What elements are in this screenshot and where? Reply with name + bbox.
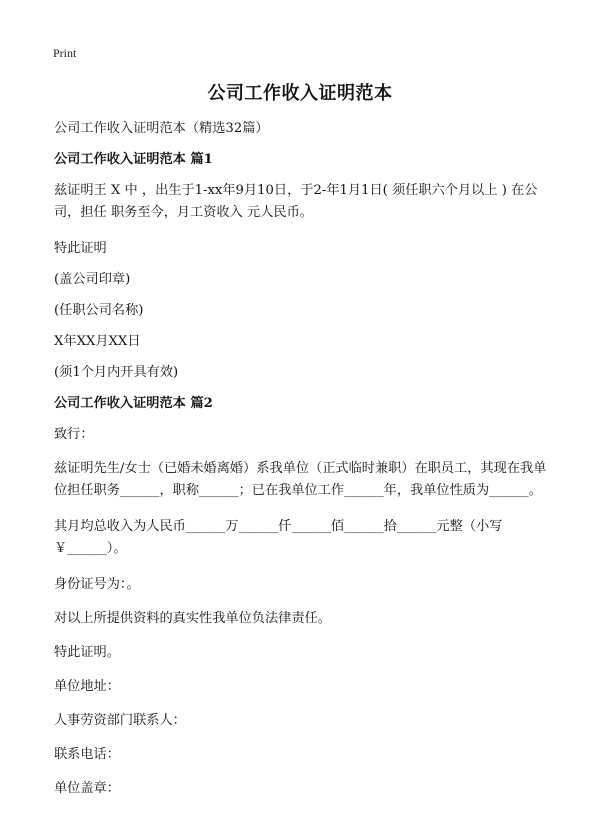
section-heading-2: 公司工作收入证明范本 篇2 — [54, 396, 213, 411]
section2-salutation: 致行： — [54, 427, 94, 442]
section1-certify: 特此证明 — [54, 241, 107, 256]
section2-phone: 联系电话： — [54, 747, 120, 762]
document-title: 公司工作收入证明范本 — [207, 83, 393, 104]
section2-responsibility: 对以上所提供资料的真实性我单位负法律责任。 — [54, 611, 331, 626]
print-label: Print — [53, 46, 77, 60]
section2-id-number: 身份证号为：。 — [54, 577, 140, 592]
section-heading-1: 公司工作收入证明范本 篇1 — [54, 152, 213, 167]
document-subtitle: 公司工作收入证明范本（精选32篇） — [54, 121, 269, 136]
section2-body1: 兹证明先生/女士（已婚未婚离婚）系我单位（正式临时兼职）在职员工，其现在我单位担任职务______，职称______；已在我单位工作______年，我单位性质为______。 — [54, 461, 547, 498]
section1-body: 兹证明王 X 中 ，出生于1-xx年9月10日，于2-年1月1日( 须任职六个月以上 ) 在公司，担任 职务至今，月工资收入 元人民币。 — [54, 183, 538, 220]
section2-hr-contact: 人事劳资部门联系人： — [54, 713, 186, 728]
section1-stamp: (盖公司印章) — [54, 272, 131, 287]
section2-certify: 特此证明。 — [54, 645, 120, 660]
section2-address: 单位地址： — [54, 679, 120, 694]
section1-date: X年XX月XX日 — [54, 334, 141, 349]
section1-company: (任职公司名称) — [54, 303, 144, 318]
document-content — [54, 118, 550, 800]
section2-body2: 其月均总收入为人民币______万______仟______佰______拾______元整（小写￥______）。 — [54, 519, 503, 556]
section1-validity: (须1个月内开具有效) — [54, 365, 179, 380]
section2-seal: 单位盖章： — [54, 781, 120, 796]
